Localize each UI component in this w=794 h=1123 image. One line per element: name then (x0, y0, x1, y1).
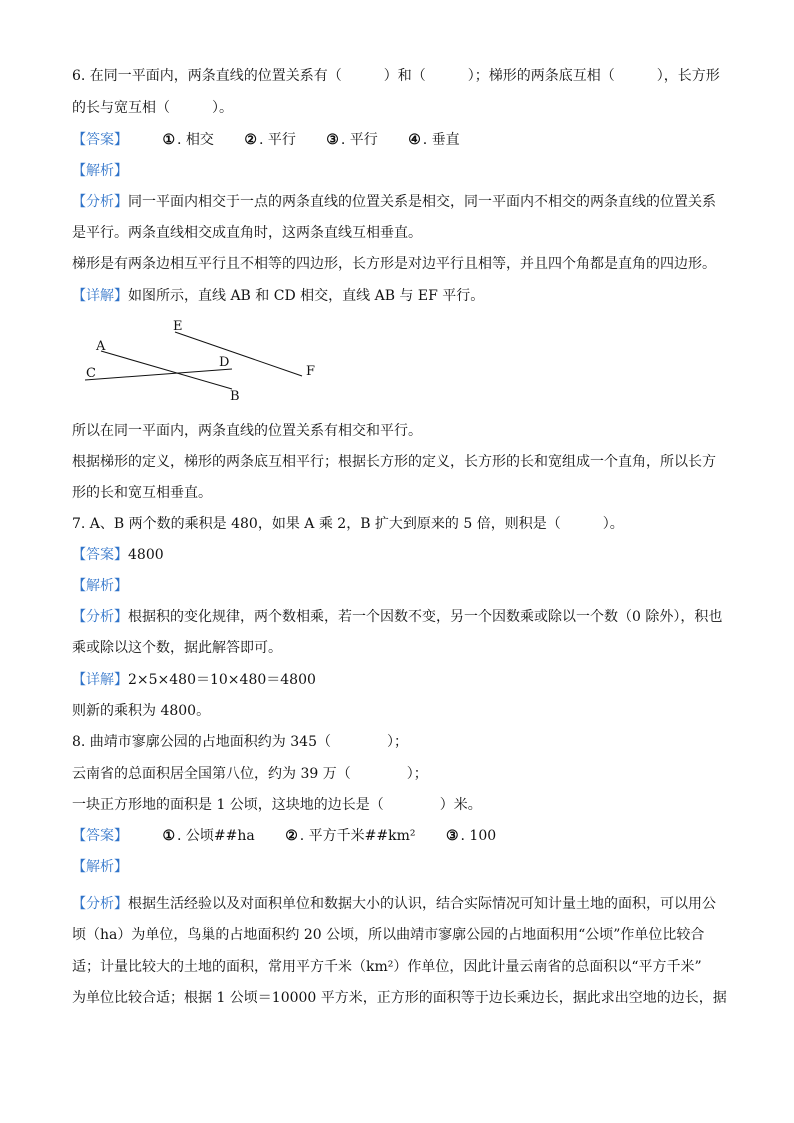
q8-fenxi-line-1 (72, 894, 722, 914)
fenxi-tag: 【分析】 (72, 194, 128, 210)
label-f: F (306, 364, 316, 379)
answer-text: . 公顷##ha (177, 828, 255, 844)
lines-figure (80, 316, 330, 406)
q8-stem-line-3: 一块正方形地的面积是 1 公顷，这块地的边长是（ ）米。 (72, 797, 482, 813)
q8-jiexi-tag: 【解析】 (72, 859, 128, 875)
q6-answer-3 (326, 130, 377, 150)
q6-fenxi-line-3: 梯形是有两条边相互平行且不相等的四边形，长方形是对边平行且相等，并且四个角都是直角的四边形。 (72, 256, 716, 272)
answer-number: ③ (326, 132, 339, 148)
label-b: B (230, 389, 240, 404)
q6-after-line-1: 所以在同一平面内，两条直线的位置关系有相交和平行。 (72, 423, 422, 439)
answer-text: . 平方千米##km² (299, 828, 416, 844)
line-ef (175, 332, 302, 376)
q6-answer-4 (408, 130, 459, 150)
q8-fenxi-line-2: 顷（ha）为单位，鸟巢的占地面积约 20 公顷，所以曲靖市寥廓公园的占地面积用“公顷”作单位比较合 (72, 927, 705, 943)
q7-fenxi-line-1 (72, 607, 722, 627)
xiangjie-text: 2×5×480＝10×480＝4800 (128, 672, 316, 688)
q6-stem-line-1: 6. 在同一平面内，两条直线的位置关系有（ ）和（ ）；梯形的两条底互相（ ），长方形 (72, 68, 720, 84)
q6-fenxi-line-2: 是平行。两条直线相交成直角时，这两条直线互相垂直。 (72, 225, 422, 241)
fenxi-tag: 【分析】 (72, 896, 128, 912)
q6-jiexi-tag: 【解析】 (72, 163, 128, 179)
q6-answer-1 (162, 130, 213, 150)
answer-number: ② (244, 132, 257, 148)
q6-fenxi-line-1 (72, 192, 722, 212)
fenxi-text: 同一平面内相交于一点的两条直线的位置关系是相交，同一平面内不相交的两条直线的位置关系 (128, 194, 716, 210)
q6-answer-2 (244, 130, 295, 150)
answer-text: . 平行 (340, 132, 378, 148)
q6-after-line-2: 根据梯形的定义，梯形的两条底互相平行；根据长方形的定义，长方形的长和宽组成一个直角，所以长方 (72, 454, 716, 470)
q6-stem-line-2: 的长与宽互相（ ）。 (72, 100, 233, 116)
q7-xiangjie-line-2: 则新的乘积为 4800。 (72, 703, 211, 719)
label-a: A (96, 339, 106, 354)
line-cd (85, 369, 232, 380)
answer-number: ③ (445, 828, 459, 844)
q6-answer-row (72, 130, 722, 150)
fenxi-tag: 【分析】 (72, 609, 128, 625)
q7-jiexi-tag: 【解析】 (72, 578, 128, 594)
q7-stem-line-1: 7. A、B 两个数的乘积是 480，如果 A 乘 2，B 扩大到原来的 5 倍，则积是（ ）。 (72, 516, 624, 532)
q8-fenxi-line-3: 适；计量比较大的土地的面积，常用平方千米（km²）作单位，因此计量云南省的总面积以“平方千米” (72, 959, 702, 975)
q7-xiangjie-line-1 (72, 670, 722, 690)
q7-fenxi-line-2: 乘或除以这个数，据此解答即可。 (72, 640, 282, 656)
fenxi-text: 根据生活经验以及对面积单位和数据大小的认识，结合实际情况可知计量土地的面积，可以用公 (128, 896, 716, 912)
xiangjie-text: 如图所示，直线 AB 和 CD 相交，直线 AB 与 EF 平行。 (128, 288, 485, 304)
answer-number: ① (162, 132, 176, 148)
xiangjie-tag: 【详解】 (72, 672, 128, 688)
q7-answer-row (72, 545, 722, 565)
answer-text: . 平行 (258, 132, 296, 148)
answer-text: . 相交 (177, 132, 214, 148)
answer-number: ② (285, 828, 298, 844)
label-c: C (86, 366, 96, 381)
answer-tag: 【答案】 (72, 547, 128, 563)
q8-fenxi-line-4: 为单位比较合适；根据 1 公顷＝10000 平方米，正方形的面积等于边长乘边长，据此求出空地的边长，据 (72, 990, 727, 1006)
answer-number: ① (162, 828, 176, 844)
answer-text: . 100 (460, 828, 497, 844)
answer-text: . 垂直 (422, 132, 460, 148)
q8-answer-3 (446, 826, 496, 846)
xiangjie-tag: 【详解】 (72, 288, 128, 304)
q8-answer-row (72, 826, 722, 846)
answer-number: ④ (408, 132, 421, 148)
label-e: E (173, 319, 183, 334)
answer-tag: 【答案】 (72, 132, 128, 148)
q6-xiangjie-line-1 (72, 286, 722, 306)
answer-text: 4800 (128, 547, 164, 563)
fenxi-text: 根据积的变化规律，两个数相乘，若一个因数不变，另一个因数乘或除以一个数（0 除外），积也 (128, 609, 723, 625)
q8-answer-1 (162, 826, 254, 846)
q8-stem-line-2: 云南省的总面积居全国第八位，约为 39 万（ ）； (72, 766, 428, 782)
q8-stem-line-1: 8. 曲靖市寥廓公园的占地面积约为 345（ ）； (72, 734, 408, 750)
answer-tag: 【答案】 (72, 828, 128, 844)
label-d: D (219, 355, 230, 370)
q8-answer-2 (285, 826, 415, 846)
q6-after-line-3: 形的长和宽互相垂直。 (72, 485, 212, 501)
